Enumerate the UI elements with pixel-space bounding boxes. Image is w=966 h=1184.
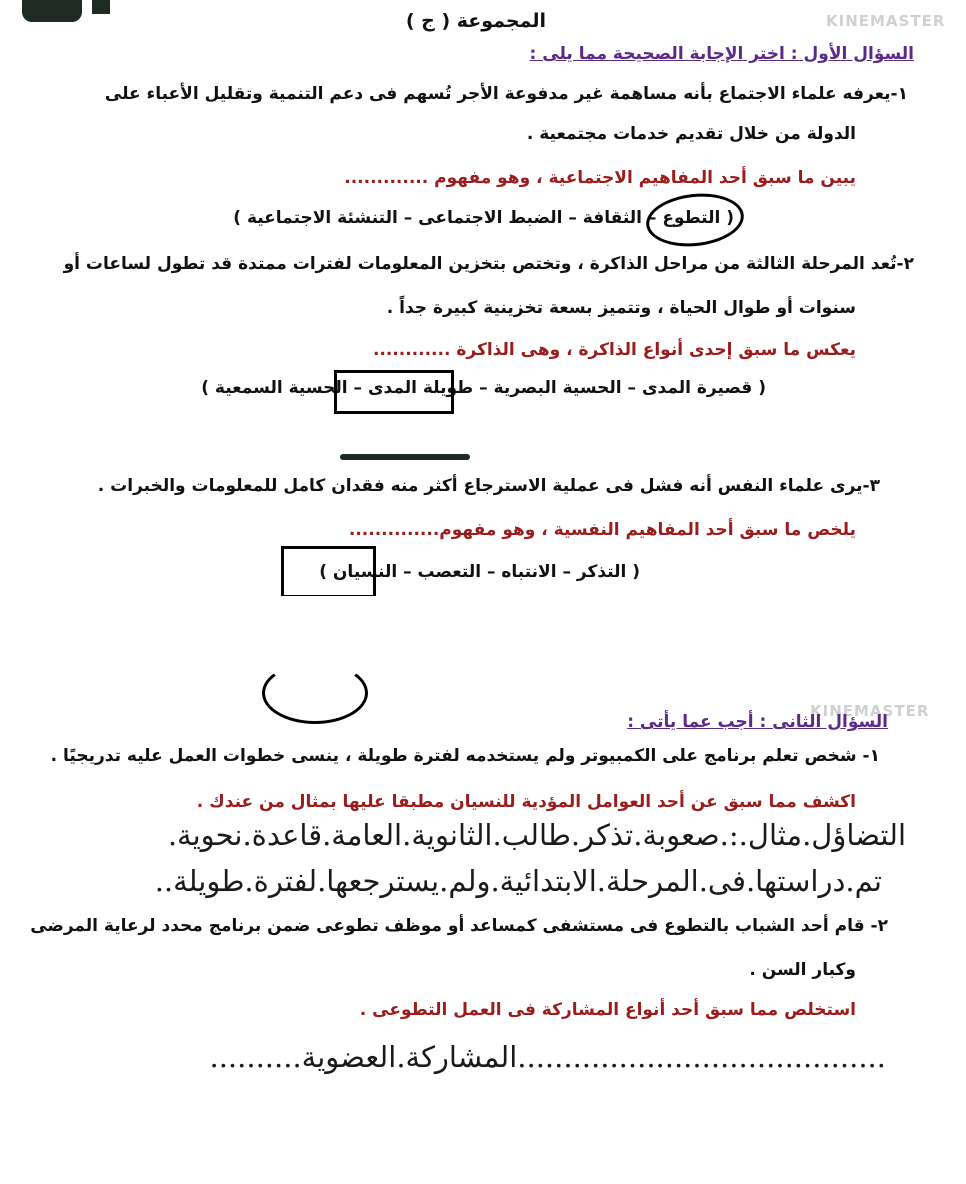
- cropped-green-shape: [92, 0, 110, 14]
- q2-item1-prompt: اكشف مما سبق عن أحد العوامل المؤدية للنسيان مطبقا عليها بمثال من عندك .: [196, 792, 856, 812]
- item2-stem-line1: ٢-تُعد المرحلة الثالثة من مراحل الذاكرة ، وتختص بتخزين المعلومات لفترات ممتدة قد تطول لساعات أو: [63, 254, 914, 274]
- answer-circle-mark: [644, 189, 747, 251]
- item1-prompt: يبين ما سبق أحد المفاهيم الاجتماعية ، وهو مفهوم .............: [344, 168, 856, 188]
- item3-choices: ( التذكر – الانتباه – التعصب – النسيان ): [319, 562, 640, 582]
- handwritten-answer-2: ........................................المشاركة.العضوية..........: [209, 1040, 886, 1074]
- q2-item2-stem-line2: وكبار السن .: [749, 960, 856, 980]
- item3-stem: ٣-يرى علماء النفس أنه فشل فى عملية الاسترجاع أكثر منه فقدان كامل للمعلومات والخبرات .: [97, 476, 880, 496]
- q2-item2-stem-line1: ٢- قام أحد الشباب بالتطوع فى مستشفى كمساعد أو موظف تطوعى ضمن برنامج محدد لرعاية المرضى: [30, 916, 888, 936]
- item2-prompt: يعكس ما سبق إحدى أنواع الذاكرة ، وهى الذاكرة ............: [372, 340, 856, 360]
- item1-stem-line1: ١-يعرفه علماء الاجتماع بأنه مساهمة غير مدفوعة الأجر تُسهم فى دعم التنمية وتقليل الأعباء على: [104, 84, 908, 104]
- bottom-blank: [0, 1090, 966, 1184]
- pen-stroke: [340, 454, 470, 460]
- item2-choices: ( قصيرة المدى – الحسية البصرية – طويلة المدى – الحسية السمعية ): [201, 378, 766, 398]
- q2-item2-prompt: استخلص مما سبق أحد أنواع المشاركة فى العمل التطوعى .: [359, 1000, 856, 1020]
- handwritten-answer-line1: التضاؤل.مثال.:.صعوبة.تذكر.طالب.الثانوية.العامة.قاعدة.نحوية.: [167, 818, 906, 852]
- handwritten-answer-line2: تم.دراستها.فى.المرحلة.الابتدائية.ولم.يسترجعها.لفترة.طويلة..: [154, 864, 882, 898]
- page-gap: [0, 414, 966, 452]
- item1-choices: ( التطوع – الثقافة – الضبط الاجتماعى – التنشئة الاجتماعية ): [233, 208, 734, 228]
- question-two-heading: السؤال الثانى : أجب عما يأتى :: [627, 712, 888, 732]
- item1-stem-line2: الدولة من خلال تقديم خدمات مجتمعية .: [526, 124, 856, 144]
- group-title: المجموعة ( ج ): [405, 10, 546, 32]
- answer-box-mark: [281, 546, 376, 598]
- kinemaster-watermark: KINEMASTER: [810, 702, 930, 720]
- cropped-green-shape: [22, 0, 82, 22]
- question-one-heading: السؤال الأول : اختر الإجابة الصحيحة مما يلى :: [529, 44, 914, 64]
- q2-item1-stem: ١- شخص تعلم برنامج على الكمبيوتر ولم يستخدمه لفترة طويلة ، ينسى خطوات العمل عليه تدريجيًا .: [50, 746, 880, 766]
- cropped-pen-curve: [262, 662, 368, 724]
- page-gap: [0, 596, 966, 688]
- item2-stem-line2: سنوات أو طوال الحياة ، وتتميز بسعة تخزينية كبيرة جداً .: [386, 298, 856, 318]
- item3-prompt: يلخص ما سبق أحد المفاهيم النفسية ، وهو مفهوم..............: [348, 520, 856, 540]
- answer-box-mark: [334, 370, 454, 414]
- kinemaster-watermark: KINEMASTER: [826, 12, 946, 30]
